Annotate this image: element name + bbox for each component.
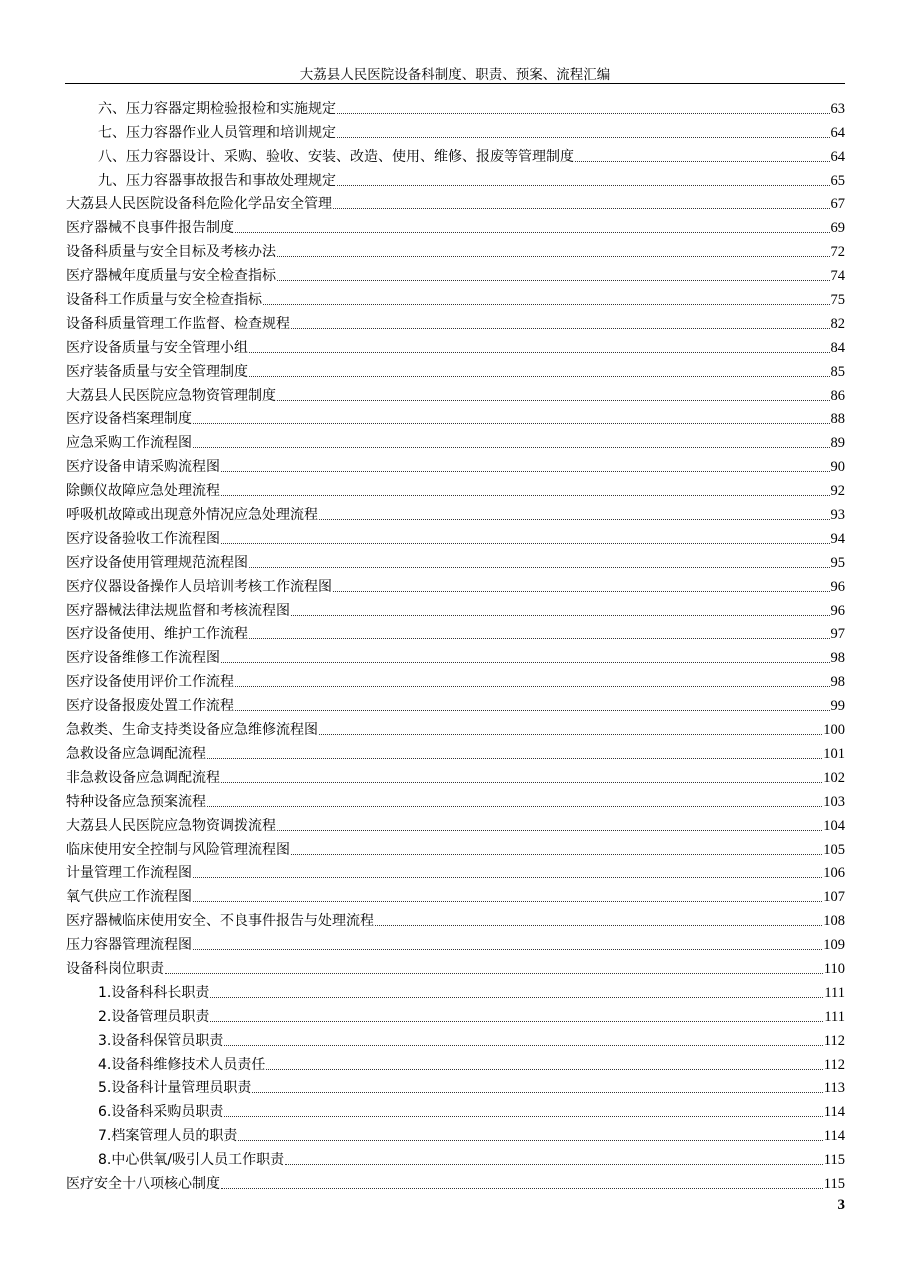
- toc-entry-title: 氧气供应工作流程图: [66, 889, 192, 906]
- toc-leader-dots: [252, 1091, 822, 1093]
- toc-entry[interactable]: [66, 548, 845, 572]
- toc-entry-title: 5.设备科计量管理员职责: [98, 1080, 252, 1097]
- toc-entry[interactable]: [66, 118, 845, 142]
- toc-entry[interactable]: [66, 237, 845, 261]
- toc-entry-title: 医疗设备申请采购流程图: [66, 459, 220, 476]
- toc-entry-page: 63: [830, 100, 845, 117]
- toc-entry-page: 97: [830, 626, 845, 643]
- toc-entry[interactable]: [66, 978, 845, 1002]
- toc-entry-title: 3.设备科保管员职责: [98, 1032, 224, 1049]
- toc-entry-title: 8.中心供氧/吸引人员工作职责: [98, 1152, 285, 1169]
- toc-entry[interactable]: [66, 859, 845, 883]
- toc-entry[interactable]: [66, 1169, 845, 1193]
- toc-entry-page: 65: [830, 172, 845, 189]
- toc-leader-dots: [319, 518, 830, 520]
- toc-entry-title: 医疗设备验收工作流程图: [66, 530, 220, 547]
- toc-entry-title: 计量管理工作流程图: [66, 865, 192, 882]
- toc-entry[interactable]: [66, 500, 845, 524]
- toc-leader-dots: [285, 1163, 823, 1165]
- toc-entry[interactable]: [66, 691, 845, 715]
- toc-entry-page: 99: [830, 698, 845, 715]
- toc-entry[interactable]: [66, 572, 845, 596]
- toc-entry-page: 85: [830, 363, 845, 380]
- toc-entry-title: 压力容器管理流程图: [66, 937, 192, 954]
- toc-leader-dots: [221, 661, 830, 663]
- toc-entry[interactable]: [66, 787, 845, 811]
- toc-entry[interactable]: [66, 405, 845, 429]
- toc-entry-page: 102: [823, 769, 845, 786]
- toc-entry-page: 114: [823, 1128, 845, 1145]
- toc-leader-dots: [207, 805, 822, 807]
- toc-entry[interactable]: [66, 333, 845, 357]
- toc-leader-dots: [277, 255, 830, 257]
- toc-leader-dots: [319, 733, 822, 735]
- toc-entry[interactable]: [66, 1050, 845, 1074]
- toc-leader-dots: [210, 1020, 823, 1022]
- toc-leader-dots: [207, 757, 822, 759]
- toc-entry-title: 八、压力容器设计、采购、验收、安装、改造、使用、维修、报废等管理制度: [98, 148, 574, 165]
- toc-leader-dots: [249, 566, 830, 568]
- toc-entry-page: 94: [830, 530, 845, 547]
- toc-entry-title: 医疗设备使用评价工作流程: [66, 674, 234, 691]
- toc-entry-page: 89: [830, 435, 845, 452]
- toc-leader-dots: [249, 637, 830, 639]
- toc-entry-title: 医疗器械临床使用安全、不良事件报告与处理流程: [66, 913, 374, 930]
- toc-entry[interactable]: [66, 643, 845, 667]
- toc-entry-page: 104: [823, 817, 845, 834]
- toc-leader-dots: [249, 375, 830, 377]
- toc-leader-dots: [193, 876, 822, 878]
- toc-leader-dots: [333, 590, 830, 592]
- toc-entry-page: 84: [830, 339, 845, 356]
- toc-entry-title: 急救设备应急调配流程: [66, 745, 206, 762]
- toc-entry[interactable]: [66, 715, 845, 739]
- toc-entry-title: 2.设备管理员职责: [98, 1008, 210, 1025]
- toc-entry-page: 88: [830, 411, 845, 428]
- toc-entry[interactable]: [66, 739, 845, 763]
- toc-leader-dots: [337, 112, 830, 114]
- toc-entry-title: 设备科质量与安全目标及考核办法: [66, 244, 276, 261]
- toc-entry[interactable]: [66, 620, 845, 644]
- toc-entry-title: 设备科岗位职责: [66, 960, 164, 977]
- toc-entry-title: 医疗设备质量与安全管理小组: [66, 339, 248, 356]
- toc-entry-title: 非急救设备应急调配流程: [66, 769, 220, 786]
- toc-entry[interactable]: [66, 667, 845, 691]
- toc-entry[interactable]: [66, 142, 845, 166]
- toc-leader-dots: [375, 924, 822, 926]
- toc-entry[interactable]: [66, 213, 845, 237]
- toc-entry[interactable]: [66, 1002, 845, 1026]
- toc-entry-title: 医疗设备使用管理规范流程图: [66, 554, 248, 571]
- toc-entry-page: 112: [823, 1032, 845, 1049]
- toc-leader-dots: [224, 1115, 822, 1117]
- toc-entry-page: 103: [823, 793, 845, 810]
- toc-entry[interactable]: [66, 1074, 845, 1098]
- toc-leader-dots: [221, 1187, 823, 1189]
- toc-entry[interactable]: [66, 285, 845, 309]
- toc-leader-dots: [291, 853, 822, 855]
- toc-entry-page: 92: [830, 483, 845, 500]
- toc-leader-dots: [221, 542, 830, 544]
- toc-entry-page: 64: [830, 148, 845, 165]
- toc-leader-dots: [277, 279, 830, 281]
- toc-entry-title: 医疗设备报废处置工作流程: [66, 698, 234, 715]
- toc-entry[interactable]: [66, 835, 845, 859]
- toc-entry-title: 设备科质量管理工作监督、检查规程: [66, 315, 290, 332]
- toc-entry-title: 4.设备科维修技术人员责任: [98, 1056, 266, 1073]
- toc-entry-page: 96: [830, 602, 845, 619]
- toc-leader-dots: [291, 614, 830, 616]
- toc-entry-title: 医疗装备质量与安全管理制度: [66, 363, 248, 380]
- toc-leader-dots: [221, 781, 822, 783]
- toc-entry-title: 特种设备应急预案流程: [66, 793, 206, 810]
- toc-leader-dots: [221, 470, 830, 472]
- toc-entry-title: 六、压力容器定期检验报检和实施规定: [98, 100, 336, 117]
- toc-entry-page: 69: [830, 220, 845, 237]
- toc-entry-title: 1.设备科科长职责: [98, 984, 210, 1001]
- toc-entry[interactable]: [66, 1121, 845, 1145]
- toc-entry-title: 设备科工作质量与安全检查指标: [66, 292, 262, 309]
- toc-entry[interactable]: [66, 1097, 845, 1121]
- toc-entry-title: 临床使用安全控制与风险管理流程图: [66, 841, 290, 858]
- toc-leader-dots: [277, 399, 830, 401]
- toc-entry[interactable]: [66, 94, 845, 118]
- toc-leader-dots: [235, 685, 830, 687]
- toc-entry-page: 75: [830, 292, 845, 309]
- toc-entry[interactable]: [66, 357, 845, 381]
- toc-entry-page: 100: [823, 722, 845, 739]
- toc-entry-title: 医疗器械法律法规监督和考核流程图: [66, 602, 290, 619]
- toc-leader-dots: [337, 136, 830, 138]
- toc-leader-dots: [193, 422, 830, 424]
- toc-entry[interactable]: [66, 166, 845, 190]
- toc-entry-page: 105: [823, 841, 845, 858]
- toc-entry-page: 93: [830, 507, 845, 524]
- header-rule: [65, 83, 845, 84]
- toc-entry-title: 九、压力容器事故报告和事故处理规定: [98, 172, 336, 189]
- toc-leader-dots: [249, 351, 830, 353]
- toc-entry-page: 96: [830, 578, 845, 595]
- toc-entry-title: 大荔县人民医院应急物资管理制度: [66, 387, 276, 404]
- toc-entry-page: 95: [830, 554, 845, 571]
- toc-entry[interactable]: [66, 261, 845, 285]
- table-of-contents: [66, 94, 845, 1193]
- toc-leader-dots: [333, 207, 830, 209]
- toc-entry-page: 111: [824, 984, 845, 1001]
- toc-entry[interactable]: [66, 190, 845, 214]
- toc-entry[interactable]: [66, 930, 845, 954]
- toc-entry[interactable]: [66, 811, 845, 835]
- toc-entry-page: 106: [823, 865, 845, 882]
- toc-entry-title: 七、压力容器作业人员管理和培训规定: [98, 124, 336, 141]
- toc-entry-title: 应急采购工作流程图: [66, 435, 192, 452]
- toc-entry[interactable]: [66, 452, 845, 476]
- toc-entry-page: 108: [823, 913, 845, 930]
- toc-leader-dots: [224, 1044, 822, 1046]
- toc-entry[interactable]: [66, 763, 845, 787]
- toc-entry-title: 大荔县人民医院应急物资调拨流程: [66, 817, 276, 834]
- toc-entry-page: 114: [823, 1104, 845, 1121]
- toc-entry-page: 111: [824, 1008, 845, 1025]
- toc-entry-title: 6.设备科采购员职责: [98, 1104, 224, 1121]
- toc-entry-page: 109: [823, 937, 845, 954]
- toc-leader-dots: [193, 446, 830, 448]
- toc-leader-dots: [165, 972, 823, 974]
- toc-entry[interactable]: [66, 882, 845, 906]
- toc-entry-title: 医疗器械年度质量与安全检查指标: [66, 268, 276, 285]
- toc-entry[interactable]: [66, 381, 845, 405]
- toc-entry-title: 医疗安全十八项核心制度: [66, 1175, 220, 1192]
- toc-leader-dots: [221, 494, 830, 496]
- toc-entry-page: 115: [823, 1175, 845, 1192]
- toc-leader-dots: [193, 948, 822, 950]
- toc-entry-page: 115: [823, 1152, 845, 1169]
- toc-entry-page: 86: [830, 387, 845, 404]
- toc-entry[interactable]: [66, 309, 845, 333]
- toc-entry[interactable]: [66, 596, 845, 620]
- toc-entry-title: 除颤仪故障应急处理流程: [66, 483, 220, 500]
- toc-entry-title: 医疗仪器设备操作人员培训考核工作流程图: [66, 578, 332, 595]
- toc-entry[interactable]: [66, 954, 845, 978]
- toc-leader-dots: [210, 996, 823, 998]
- toc-entry-title: 医疗设备档案理制度: [66, 411, 192, 428]
- toc-entry-page: 110: [823, 960, 845, 977]
- toc-leader-dots: [337, 184, 830, 186]
- toc-leader-dots: [235, 709, 830, 711]
- toc-entry[interactable]: [66, 476, 845, 500]
- page-header-title: 大荔县人民医院设备科制度、职责、预案、流程汇编: [299, 67, 611, 83]
- toc-leader-dots: [575, 160, 830, 162]
- toc-entry-page: 113: [823, 1080, 845, 1097]
- toc-entry-title: 医疗设备维修工作流程图: [66, 650, 220, 667]
- toc-entry-page: 98: [830, 650, 845, 667]
- toc-entry[interactable]: [66, 524, 845, 548]
- toc-entry[interactable]: [66, 1145, 845, 1169]
- toc-leader-dots: [238, 1139, 822, 1141]
- toc-entry[interactable]: [66, 1026, 845, 1050]
- toc-entry-title: 医疗设备使用、维护工作流程: [66, 626, 248, 643]
- toc-leader-dots: [193, 900, 822, 902]
- toc-entry-page: 107: [823, 889, 845, 906]
- toc-leader-dots: [266, 1068, 822, 1070]
- toc-entry-page: 72: [830, 244, 845, 261]
- toc-entry-page: 67: [830, 196, 845, 213]
- toc-leader-dots: [235, 231, 830, 233]
- toc-entry-title: 呼吸机故障或出现意外情况应急处理流程: [66, 507, 318, 524]
- toc-entry-page: 112: [823, 1056, 845, 1073]
- toc-entry-title: 大荔县人民医院设备科危险化学品安全管理: [66, 196, 332, 213]
- toc-entry-page: 82: [830, 315, 845, 332]
- toc-entry-page: 98: [830, 674, 845, 691]
- toc-entry[interactable]: [66, 428, 845, 452]
- toc-entry-page: 74: [830, 268, 845, 285]
- toc-entry-title: 急救类、生命支持类设备应急维修流程图: [66, 722, 318, 739]
- toc-entry-title: 7.档案管理人员的职责: [98, 1128, 238, 1145]
- toc-entry-page: 64: [830, 124, 845, 141]
- toc-entry-title: 医疗器械不良事件报告制度: [66, 220, 234, 237]
- toc-entry-page: 90: [830, 459, 845, 476]
- page-number: 3: [837, 1197, 845, 1213]
- toc-leader-dots: [291, 327, 830, 329]
- toc-entry[interactable]: [66, 906, 845, 930]
- toc-entry-page: 101: [823, 745, 845, 762]
- toc-leader-dots: [263, 303, 830, 305]
- toc-leader-dots: [277, 829, 822, 831]
